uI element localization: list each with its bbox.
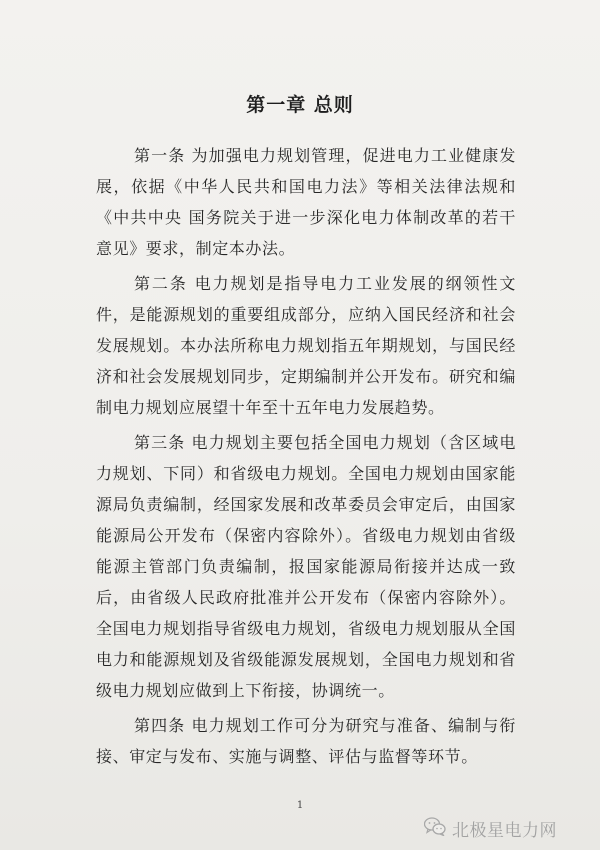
document-body [96,140,516,776]
chapter-title: 第一章 总则 [246,94,354,116]
article-2: 第二条 电力规划是指导电力工业发展的纲领性文件，是能源规划的重要组成部分，应纳入国民经济和社会发展规划。本办法所称电力规划指五年期规划，与国民经济和社会发展规划同步，定期编制并公开发布。研究和编制电力规划应展望十年至十五年电力发展趋势。 [96,274,516,417]
wechat-icon [424,817,446,840]
page-number: 1 [296,800,304,811]
article-1: 第一条 为加强电力规划管理，促进电力工业健康发展，依据《中华人民共和国电力法》等相关法律法规和《中共中央 国务院关于进一步深化电力体制改革的若干意见》要求，制定本办法。 [96,146,516,258]
watermark [424,816,557,841]
watermark-text: 北极星电力网 [452,821,557,841]
article-3: 第三条 电力规划主要包括全国电力规划（含区域电力规划、下同）和省级电力规划。全国电力规划由国家能源局负责编制，经国家发展和改革委员会审定后，由国家能源局公开发布（保密内容除外）。省级电力规划由省级能源主管部门负责编制，报国家能源局衔接并达成一致后，由省级人民政府批准并公开发布（保密内容除外）。全国电力规划指导省级电力规划，省级电力规划服从全国电力和能源规划及省级能源发展规划，全国电力规划和省级电力规划应做到上下衔接，协调统一。 [96,433,516,700]
article-4: 第四条 电力规划工作可分为研究与准备、编制与衔接、审定与发布、实施与调整、评估与监督等环节。 [96,716,516,766]
